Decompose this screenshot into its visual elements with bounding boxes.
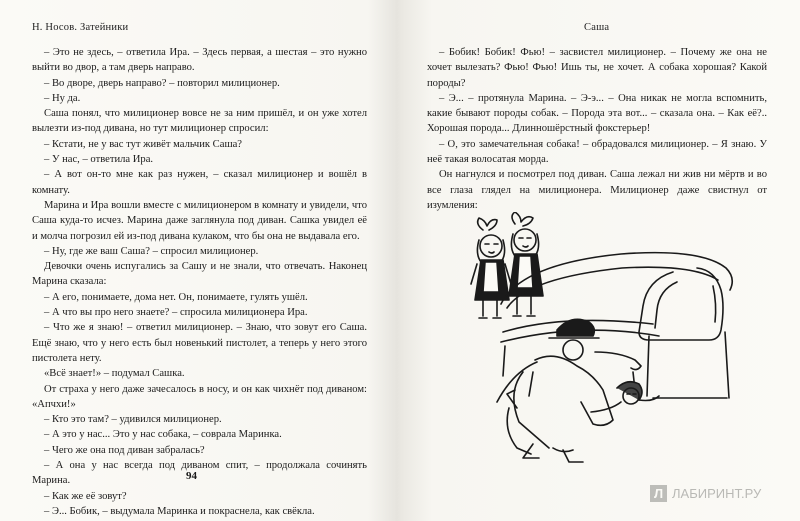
paragraph: Саша понял, что милиционер вовсе не за ним пришёл, и он уже хотел вылезти из-под дивана, но тут милиционер спросил: bbox=[32, 108, 367, 135]
running-head-right: Саша bbox=[584, 22, 610, 33]
illustration bbox=[463, 212, 748, 474]
paragraph: – А вот он-то мне как раз нужен, – сказал милиционер и вошёл в комнату. bbox=[32, 169, 367, 196]
paragraph: – Ну да. bbox=[44, 92, 81, 104]
paragraph: – А она у нас всегда под диваном спит, – продолжала сочинять Марина. bbox=[32, 460, 367, 487]
paragraph: – Во дворе, дверь направо? – повторил милиционер. bbox=[44, 77, 280, 89]
paragraph: – Это не здесь, – ответила Ира. – Здесь первая, а шестая – это нужно выйти во двор, а там дверь направо. bbox=[32, 47, 367, 74]
watermark-logo-icon: Л bbox=[650, 485, 667, 502]
paragraph: – А что вы про него знаете? – спросила милиционера Ира. bbox=[44, 307, 308, 319]
sofa-drawing bbox=[501, 253, 732, 398]
paragraph: – У нас, – ответила Ира. bbox=[44, 154, 154, 166]
paragraph: Он нагнулся и посмотрел под диван. Саша лежал ни жив ни мёртв и во все глаза глядел на милиционера. Милиционер даже свистнул от изумления: bbox=[427, 169, 767, 211]
paragraph: – Бобик! Бобик! Фью! – засвистел милиционер. – Почему же она не хочет вылезать? Фью! Фью! Ишь ты, не хочет. А собака хорошая? Какой породы? bbox=[427, 47, 767, 89]
paragraph: – Кто это там? – удивился милиционер. bbox=[44, 414, 222, 426]
running-head-left: Н. Носов. Затейники bbox=[32, 22, 129, 33]
girl-left-figure bbox=[471, 218, 511, 318]
watermark-text: ЛАБИРИНТ.РУ bbox=[672, 486, 762, 501]
paragraph: – Ну, где же ваш Саша? – спросил милиционер. bbox=[44, 245, 259, 257]
paragraph: Марина и Ира вошли вместе с милиционером в комнату и увидели, что Саша куда-то исчез. Марина даже заглянула под диван. Сашка увидел её и молча погрозил ей из-под дивана кулаком, что бы она не выдавала его. bbox=[32, 199, 367, 242]
paragraph: – А это у нас... Это у нас собака, – соврала Маринка. bbox=[44, 429, 282, 441]
paragraph: «Всё знает!» – подумал Сашка. bbox=[44, 368, 185, 380]
paragraph: – О, это замечательная собака! – обрадовался милиционер. – Я знаю. У неё такая волосатая морда. bbox=[427, 138, 767, 166]
paragraph: Девочки очень испугались за Сашу и не знали, что отвечать. Наконец Марина сказала: bbox=[32, 261, 367, 288]
paragraph: – Э... – протянула Марина. – Э-э... – Она никак не могла вспомнить, какие бывают породы собак. – Порода эта вот... – сказала она. – Как её?.. Хорошая порода... Длинношёрстный фокстерьер! bbox=[427, 92, 767, 135]
right-page-text bbox=[427, 45, 767, 213]
left-page-text bbox=[32, 45, 367, 519]
paragraph: – Как же её зовут? bbox=[44, 490, 127, 502]
paragraph: – А его, понимаете, дома нет. Он, понимаете, гулять ушёл. bbox=[44, 291, 308, 303]
paragraph: – Что же я знаю! – ответил милиционер. – Знаю, что зовут его Саша. Ещё знаю, что у него есть был новенький пистолет, а теперь у него этого пистолета нету. bbox=[32, 322, 367, 364]
paragraph: – Чего же она под диван забралась? bbox=[44, 444, 205, 456]
watermark bbox=[650, 485, 761, 502]
paragraph: – Э... Бобик, – выдумала Маринка и покраснела, как свёкла. bbox=[44, 505, 315, 517]
paragraph: От страха у него даже зачесалось в носу, и он как чихнёт под диваном: «Апчхи!» bbox=[32, 383, 367, 410]
policeman-figure bbox=[497, 319, 641, 462]
page-number: 94 bbox=[186, 470, 197, 482]
paragraph: – Кстати, не у вас тут живёт мальчик Саша? bbox=[44, 138, 243, 150]
